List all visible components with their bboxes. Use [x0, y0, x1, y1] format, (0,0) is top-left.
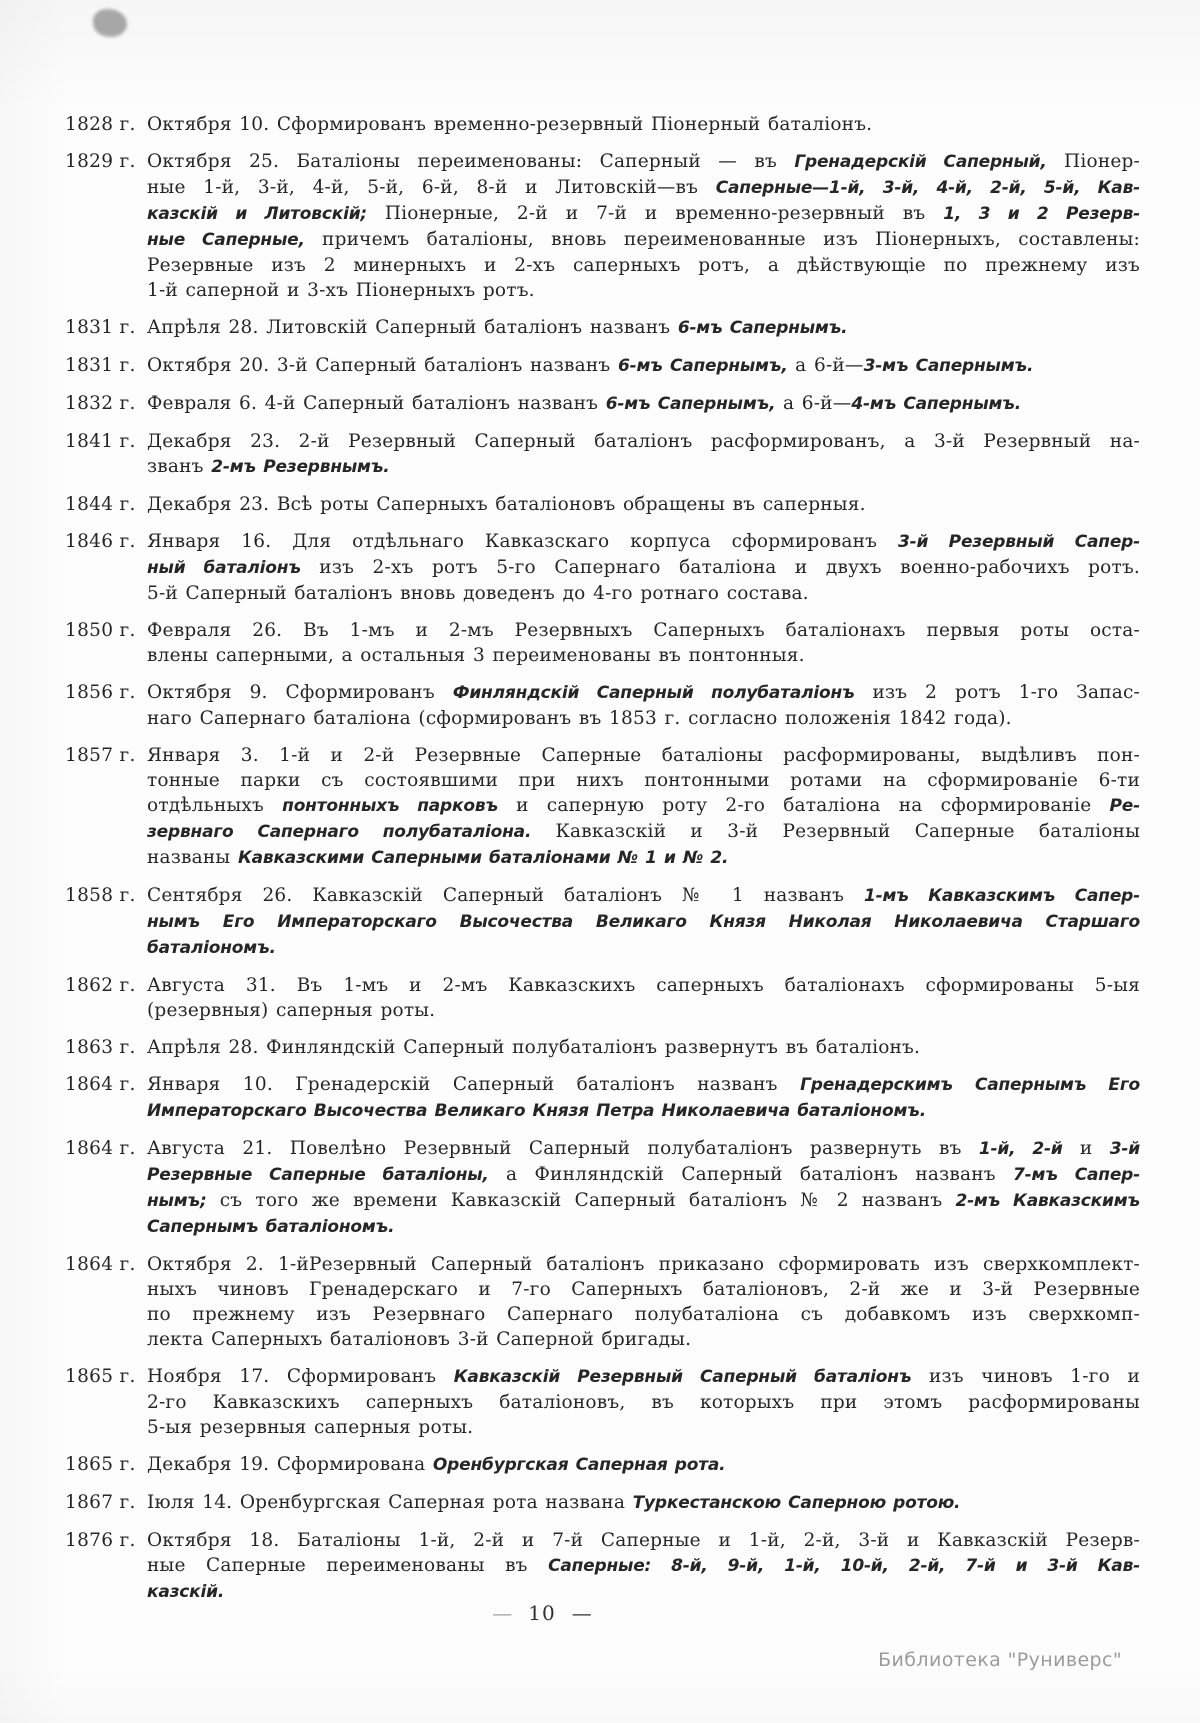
body-text: Декабря 23. 2-й Резервный Саперный баталіонъ расформированъ, а 3-й Резервный на-	[147, 431, 1140, 452]
chronicle-entry	[65, 1136, 1141, 1240]
text-line	[147, 973, 1140, 998]
emphasized-text: Саперные—1-й, 3-й, 4-й, 2-й, 5-й, Кав-	[715, 178, 1140, 198]
body-text: Апрѣля 28. Финляндскій Саперный полубаталіонъ развернутъ въ баталіонъ.	[147, 1037, 921, 1058]
emphasized-text: Туркестанскою Саперною ротою.	[632, 1493, 961, 1513]
text-line	[147, 618, 1140, 643]
emphasized-text: 2-мъ Кавказскимъ	[955, 1191, 1141, 1211]
text-line	[147, 1452, 1140, 1478]
body-text: Іюля 14. Оренбургская Саперная рота названа	[147, 1492, 633, 1513]
entry-year: 1831 г.	[65, 317, 136, 338]
emphasized-text: Финляндскій Саперный полубаталіонъ	[452, 683, 855, 703]
text-line	[147, 1528, 1140, 1553]
body-text: Января 16. Для отдѣльнаго Кавказскаго корпуса сформированъ	[147, 531, 898, 552]
body-text: званъ	[147, 456, 212, 477]
emphasized-text: Оренбургская Саперная рота.	[432, 1455, 726, 1475]
body-text: по прежнему изъ Резервнаго Сапернаго полубаталіона съ добавкомъ изъ сверхкомп-	[147, 1304, 1140, 1325]
body-text: (резервныя) саперныя роты.	[147, 1000, 436, 1021]
body-text: Октября 10. Сформированъ временно-резервный Піонерный баталіонъ.	[147, 114, 873, 135]
text-line	[147, 227, 1140, 253]
entry-year: 1831 г.	[65, 355, 136, 376]
text-line	[147, 1072, 1140, 1098]
entry-year: 1832 г.	[65, 393, 136, 414]
scan-artifact	[93, 9, 127, 37]
body-text: 1-й саперной и 3-хъ Піонерныхъ ротъ.	[147, 280, 535, 301]
text-line	[147, 845, 1140, 871]
emphasized-text: казскій и Литовскій;	[147, 204, 367, 224]
body-text: Февраля 26. Въ 1-мъ и 2-мъ Резервныхъ Саперныхъ баталіонахъ первыя роты оста-	[147, 620, 1140, 641]
text-line	[147, 278, 1140, 303]
text-line	[147, 1136, 1140, 1162]
chronicle-entry	[65, 149, 1140, 303]
entry-year: 1862 г.	[65, 975, 136, 996]
text-line	[147, 175, 1140, 201]
text-line	[147, 1098, 1140, 1124]
entry-year: 1858 г.	[65, 885, 136, 906]
chronicle-entry	[65, 1452, 1140, 1478]
entry-year: 1828 г.	[65, 114, 136, 135]
body-text: 5-й Саперный баталіонъ вновь доведенъ до 4-го ротнаго состава.	[147, 583, 809, 604]
text-line	[147, 768, 1140, 793]
emphasized-text: нымъ;	[147, 1191, 207, 1211]
entry-year: 1876 г.	[65, 1530, 136, 1551]
body-text: наго Сапернаго баталіона (сформированъ въ 1853 г. согласно положенія 1842 года).	[147, 708, 1012, 729]
emphasized-text: 3-й	[1109, 1139, 1140, 1159]
text-line	[147, 555, 1140, 581]
body-text: Декабря 19. Сформирована	[147, 1454, 433, 1475]
text-line	[147, 149, 1140, 175]
body-text: изъ 2 ротъ 1-го Запас-	[854, 682, 1140, 703]
body-text: Апрѣля 28. Литовскій Саперный баталіонъ названъ	[147, 317, 678, 338]
entry-year: 1857 г.	[65, 745, 136, 766]
emphasized-text: 1, 3 и 2 Резерв-	[943, 204, 1140, 224]
text-line	[147, 793, 1140, 819]
entry-year: 1867 г.	[65, 1492, 136, 1513]
body-text: Августа 21. Повелѣно Резервный Саперный полубаталіонъ развернуть въ	[147, 1138, 979, 1159]
emphasized-text: понтонныхъ парковъ	[282, 796, 498, 816]
emphasized-text: Гренадерскимъ Сапернымъ Его	[800, 1075, 1140, 1095]
text-line	[147, 315, 1140, 341]
body-text: Августа 31. Въ 1-мъ и 2-мъ Кавказскихъ саперныхъ баталіонахъ сформированы 5-ыя	[147, 975, 1140, 996]
chronicle-entry	[65, 1252, 1140, 1352]
text-line	[147, 909, 1140, 935]
text-line	[147, 492, 1140, 517]
body-text: Піонерные, 2-й и 7-й и временно-резервный въ	[367, 203, 944, 224]
emphasized-text: Сапернымъ баталіономъ.	[147, 1217, 395, 1237]
emphasized-text: зервнаго Сапернаго полубаталіона.	[147, 822, 532, 842]
body-text: ные Саперные переименованы въ	[147, 1555, 549, 1576]
body-text: Кавказскій и 3-й Резервный Саперные баталіоны	[531, 821, 1140, 842]
emphasized-text: нымъ Его Императорскаго Высочества Великаго Князя Николая Николаевича Старшаго	[147, 912, 1140, 932]
text-line	[147, 1035, 1140, 1060]
emphasized-text: Гренадерскій Саперный,	[794, 152, 1047, 172]
body-text: влены саперными, а остальныя 3 переименованы въ понтонныя.	[147, 645, 805, 666]
text-line	[147, 1390, 1140, 1415]
chronicle-entry	[65, 429, 1140, 480]
body-text: названы	[147, 847, 238, 868]
text-line	[147, 529, 1140, 555]
emphasized-text: Ре-	[1109, 796, 1140, 816]
body-text: Піонер-	[1046, 151, 1140, 172]
emphasized-text: Саперные: 8-й, 9-й, 1-й, 10-й, 2-й, 7-й и 3-й Кав-	[548, 1556, 1140, 1576]
emphasized-text: 4-мъ Сапернымъ.	[851, 394, 1022, 414]
chronicle-entry	[65, 743, 1140, 871]
text-line	[147, 201, 1140, 227]
text-line	[147, 1214, 1140, 1240]
page-number-value: 10	[528, 1601, 556, 1625]
entry-year: 1846 г.	[65, 531, 136, 552]
text-line	[147, 1277, 1140, 1302]
body-text: Ноября 17. Сформированъ	[147, 1366, 454, 1387]
text-line	[147, 935, 1140, 961]
emphasized-text: ный баталіонъ	[147, 558, 301, 578]
text-line	[147, 1302, 1140, 1327]
body-text: и	[1062, 1138, 1110, 1159]
emphasized-text: Кавказскими Саперными баталіонами № 1 и № 2.	[237, 848, 729, 868]
chronicle-list	[65, 112, 1141, 1617]
entry-year: 1856 г.	[65, 682, 136, 703]
body-text: Октября 20. 3-й Саперный баталіонъ названъ	[147, 355, 618, 376]
text-line	[147, 1553, 1140, 1579]
chronicle-entry	[65, 529, 1140, 606]
chronicle-entry	[65, 353, 1140, 379]
library-watermark: Библиотека "Руниверс"	[878, 1649, 1122, 1671]
chronicle-entry	[65, 1035, 1140, 1060]
chronicle-entry	[65, 973, 1140, 1023]
body-text: изъ чиновъ 1-го и	[911, 1366, 1140, 1387]
chronicle-entry	[65, 112, 1140, 137]
body-text: Октября 2. 1-йРезервный Саперный баталіонъ приказано сформировать изъ сверхкомплект-	[147, 1254, 1140, 1275]
body-text: Января 3. 1-й и 2-й Резервные Саперные баталіоны расформированы, выдѣливъ пон-	[147, 745, 1140, 766]
text-line	[147, 1252, 1140, 1277]
emphasized-text: Резервные Саперные баталіоны,	[147, 1165, 489, 1185]
body-text: причемъ баталіоны, вновь переименованные изъ Піонерныхъ, составлены:	[304, 229, 1140, 250]
emphasized-text: 2-мъ Резервнымъ.	[211, 457, 390, 477]
body-text: 2-го Кавказскихъ саперныхъ баталіоновъ, въ которыхъ при этомъ расформированы	[147, 1392, 1140, 1413]
body-text: Октября 25. Баталіоны переименованы: Саперный — въ	[147, 151, 795, 172]
chronicle-entry	[65, 883, 1140, 961]
text-line	[147, 581, 1140, 606]
emphasized-text: Императорскаго Высочества Великаго Князя Петра Николаевича баталіономъ.	[147, 1101, 926, 1121]
text-line	[147, 429, 1140, 454]
body-text: Января 10. Гренадерскій Саперный баталіонъ названъ	[147, 1074, 801, 1095]
body-text: и саперную роту 2-го баталіона на сформированіе	[497, 795, 1110, 816]
text-line	[147, 1162, 1140, 1188]
entry-year: 1863 г.	[65, 1037, 136, 1058]
chronicle-entry	[65, 391, 1140, 417]
body-text: Резервные изъ 2 минерныхъ и 2-хъ саперныхъ ротъ, а дѣйствующіе по прежнему изъ	[147, 255, 1140, 276]
body-text: Февраля 6. 4-й Саперный баталіонъ названъ	[147, 393, 606, 414]
body-text: ные 1-й, 3-й, 4-й, 5-й, 6-й, 8-й и Литовскій—въ	[147, 177, 716, 198]
text-line	[147, 1364, 1140, 1390]
text-line	[147, 1490, 1140, 1516]
text-line	[147, 706, 1140, 731]
body-text: 5-ыя резервныя саперныя роты.	[147, 1417, 474, 1438]
emphasized-text: 6-мъ Сапернымъ.	[677, 318, 848, 338]
page-number-dash-right: —	[571, 1601, 592, 1625]
text-line	[147, 1327, 1140, 1352]
emphasized-text: баталіономъ.	[147, 938, 276, 958]
body-text: Октября 9. Сформированъ	[147, 682, 453, 703]
entry-year: 1864 г.	[65, 1074, 136, 1095]
entry-year: 1865 г.	[65, 1454, 136, 1475]
text-line	[147, 1415, 1140, 1440]
page-number	[0, 1601, 1084, 1625]
entry-year: 1850 г.	[65, 620, 136, 641]
body-text: тонные парки съ состоявшими при нихъ понтонными ротами на сформированіе 6-ти	[147, 770, 1140, 791]
body-text: Декабря 23. Всѣ роты Саперныхъ баталіоновъ обращены въ саперныя.	[147, 494, 866, 515]
emphasized-text: ные Саперные,	[147, 230, 305, 250]
body-text: а Финляндскій Саперный баталіонъ названъ	[488, 1164, 1014, 1185]
text-line	[147, 112, 1140, 137]
emphasized-text: 6-мъ Сапернымъ,	[617, 356, 788, 376]
text-line	[147, 883, 1140, 909]
text-line	[147, 743, 1140, 768]
text-line	[147, 391, 1140, 417]
page-number-dash-left: —	[492, 1601, 513, 1625]
body-text: ныхъ чиновъ Гренадерскаго и 7-го Саперныхъ баталіоновъ, 2-й же и 3-й Резервные	[147, 1279, 1140, 1300]
emphasized-text: казскій.	[147, 1582, 225, 1602]
emphasized-text: 3-й Резервный Сапер-	[897, 532, 1140, 552]
text-line	[147, 819, 1140, 845]
body-text: лекта Саперныхъ баталіоновъ 3-й Саперной бригады.	[147, 1329, 692, 1350]
text-line	[147, 643, 1140, 668]
body-text: изъ 2-хъ ротъ 5-го Сапернаго баталіона и двухъ военно-рабочихъ ротъ.	[300, 557, 1140, 578]
emphasized-text: 7-мъ Сапер-	[1013, 1165, 1140, 1185]
text-line	[147, 454, 1140, 480]
entry-year: 1864 г.	[65, 1138, 136, 1159]
chronicle-entry	[65, 1490, 1140, 1516]
emphasized-text: 1-й, 2-й	[978, 1139, 1063, 1159]
entry-year: 1841 г.	[65, 431, 136, 452]
body-text: а 6-й—	[775, 393, 852, 414]
body-text: съ того же времени Кавказскій Саперный баталіонъ № 2 названъ	[206, 1190, 956, 1211]
chronicle-entry	[65, 1364, 1140, 1440]
emphasized-text: Кавказскій Резервный Саперный баталіонъ	[453, 1367, 912, 1387]
body-text: Октября 18. Баталіоны 1-й, 2-й и 7-й Саперные и 1-й, 2-й, 3-й и Кавказскій Резерв-	[147, 1530, 1140, 1551]
body-text: отдѣльныхъ	[147, 795, 283, 816]
chronicle-entry	[65, 1072, 1140, 1124]
chronicle-entry	[65, 315, 1140, 341]
text-line	[147, 253, 1140, 278]
chronicle-entry	[65, 618, 1140, 668]
emphasized-text: 1-мъ Кавказскимъ Сапер-	[863, 886, 1140, 906]
text-line	[147, 998, 1140, 1023]
text-line	[147, 680, 1140, 706]
entry-year: 1865 г.	[65, 1366, 136, 1387]
emphasized-text: 6-мъ Сапернымъ,	[605, 394, 776, 414]
chronicle-entry	[65, 680, 1140, 731]
chronicle-entry	[65, 1528, 1140, 1605]
entry-year: 1844 г.	[65, 494, 136, 515]
text-line	[147, 353, 1140, 379]
body-text: а 6-й—	[787, 355, 864, 376]
entry-year: 1864 г.	[65, 1254, 136, 1275]
text-line	[147, 1188, 1140, 1214]
entry-year: 1829 г.	[65, 151, 136, 172]
chronicle-entry	[65, 492, 1140, 517]
emphasized-text: 3-мъ Сапернымъ.	[863, 356, 1034, 376]
body-text: Сентября 26. Кавказскій Саперный баталіонъ № 1 названъ	[147, 885, 864, 906]
